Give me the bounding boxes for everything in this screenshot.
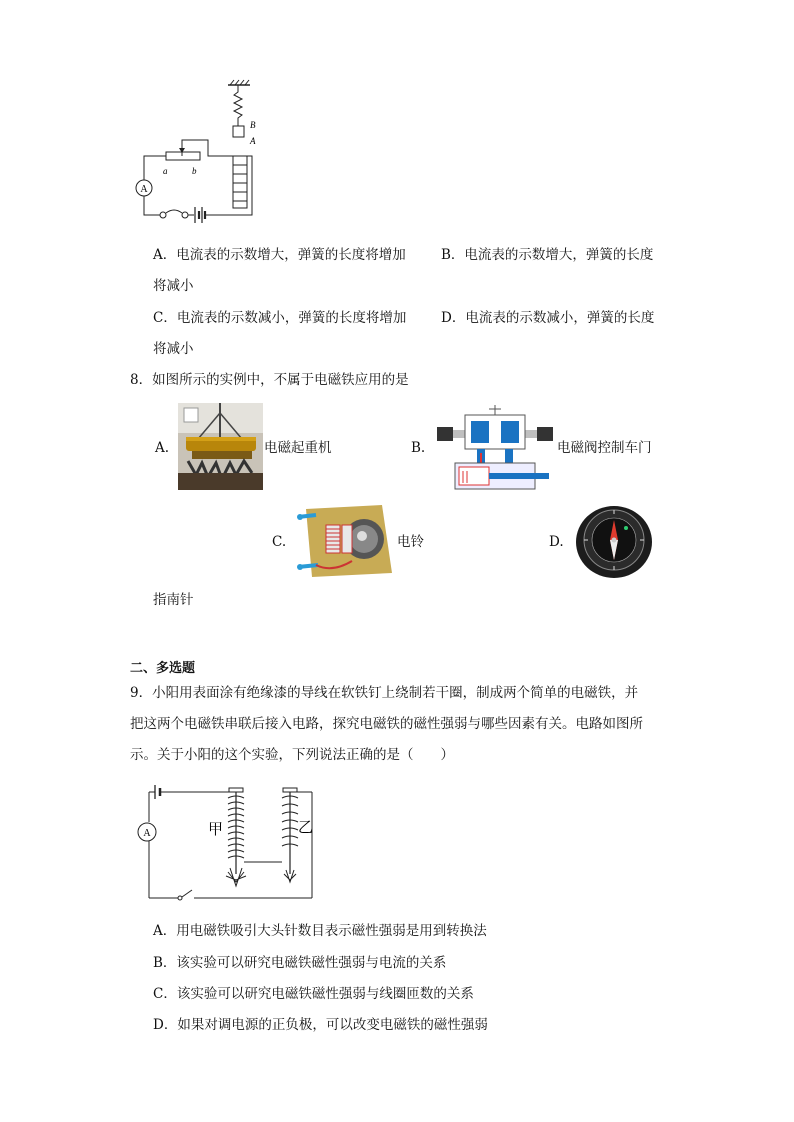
q8-option-a-label: 电磁起重机 — [264, 440, 332, 456]
q8-option-a-letter: A. — [155, 440, 170, 456]
q7-option-d: D．电流表的示数减小，弹簧的长度 — [441, 310, 655, 326]
compass-photo — [574, 502, 654, 580]
q7-circuit-diagram — [130, 82, 270, 222]
solenoid-valve-door-diagram — [435, 401, 555, 492]
q9-circuit-diagram — [130, 782, 320, 904]
q7-option-c: C．电流表的示数减小，弹簧的长度将增加 — [153, 310, 407, 326]
q7-ammeter-label: A — [140, 184, 148, 195]
q8-option-b-letter: B. — [411, 440, 426, 456]
q8-stem: 8．如图所示的实例中，不属于电磁铁应用的是 — [130, 372, 409, 388]
q8-option-c-label: 电铃 — [397, 534, 424, 550]
q7-option-b: B．电流表的示数增大，弹簧的长度 — [441, 247, 654, 263]
q7-label-A: A — [250, 136, 256, 146]
q9-label-yi: 乙 — [298, 818, 314, 836]
q9-option-d: D．如果对调电源的正负极，可以改变电磁铁的磁性强弱 — [153, 1017, 488, 1033]
q7-option-d-cont: 将减小 — [153, 341, 194, 357]
q7-label-b: b — [192, 166, 197, 176]
q8-option-b-label: 电磁阀控制车门 — [557, 440, 652, 456]
electromagnetic-crane-photo — [178, 403, 263, 490]
electric-bell-photo — [292, 503, 398, 579]
q9-ammeter-label: A — [143, 828, 151, 839]
q9-stem-line-3: 示。关于小阳的这个实验，下列说法正确的是（ ） — [130, 747, 454, 763]
q9-option-c: C．该实验可以研究电磁铁磁性强弱与线圈匝数的关系 — [153, 986, 474, 1002]
q7-option-b-cont: 将减小 — [153, 278, 194, 294]
q7-label-a: a — [163, 166, 168, 176]
q8-option-c-letter: C. — [272, 534, 287, 550]
q9-stem-line-1: 9．小阳用表面涂有绝缘漆的导线在软铁钉上绕制若干圈，制成两个简单的电磁铁，并 — [130, 685, 639, 701]
q9-stem-line-2: 把这两个电磁铁串联后接入电路，探究电磁铁的磁性强弱与哪些因素有关。电路如图所 — [130, 716, 643, 732]
section-heading-multiple-choice: 二、多选题 — [130, 661, 196, 676]
q9-option-b: B．该实验可以研究电磁铁磁性强弱与电流的关系 — [153, 955, 447, 971]
q9-label-jia: 甲 — [208, 820, 224, 838]
q8-option-d-letter: D. — [549, 534, 564, 550]
q7-option-a: A．电流表的示数增大，弹簧的长度将增加 — [153, 247, 406, 263]
q8-option-d-label: 指南针 — [153, 592, 194, 608]
q7-label-B: B — [250, 120, 256, 130]
q9-option-a: A．用电磁铁吸引大头针数目表示磁性强弱是用到转换法 — [153, 923, 487, 939]
